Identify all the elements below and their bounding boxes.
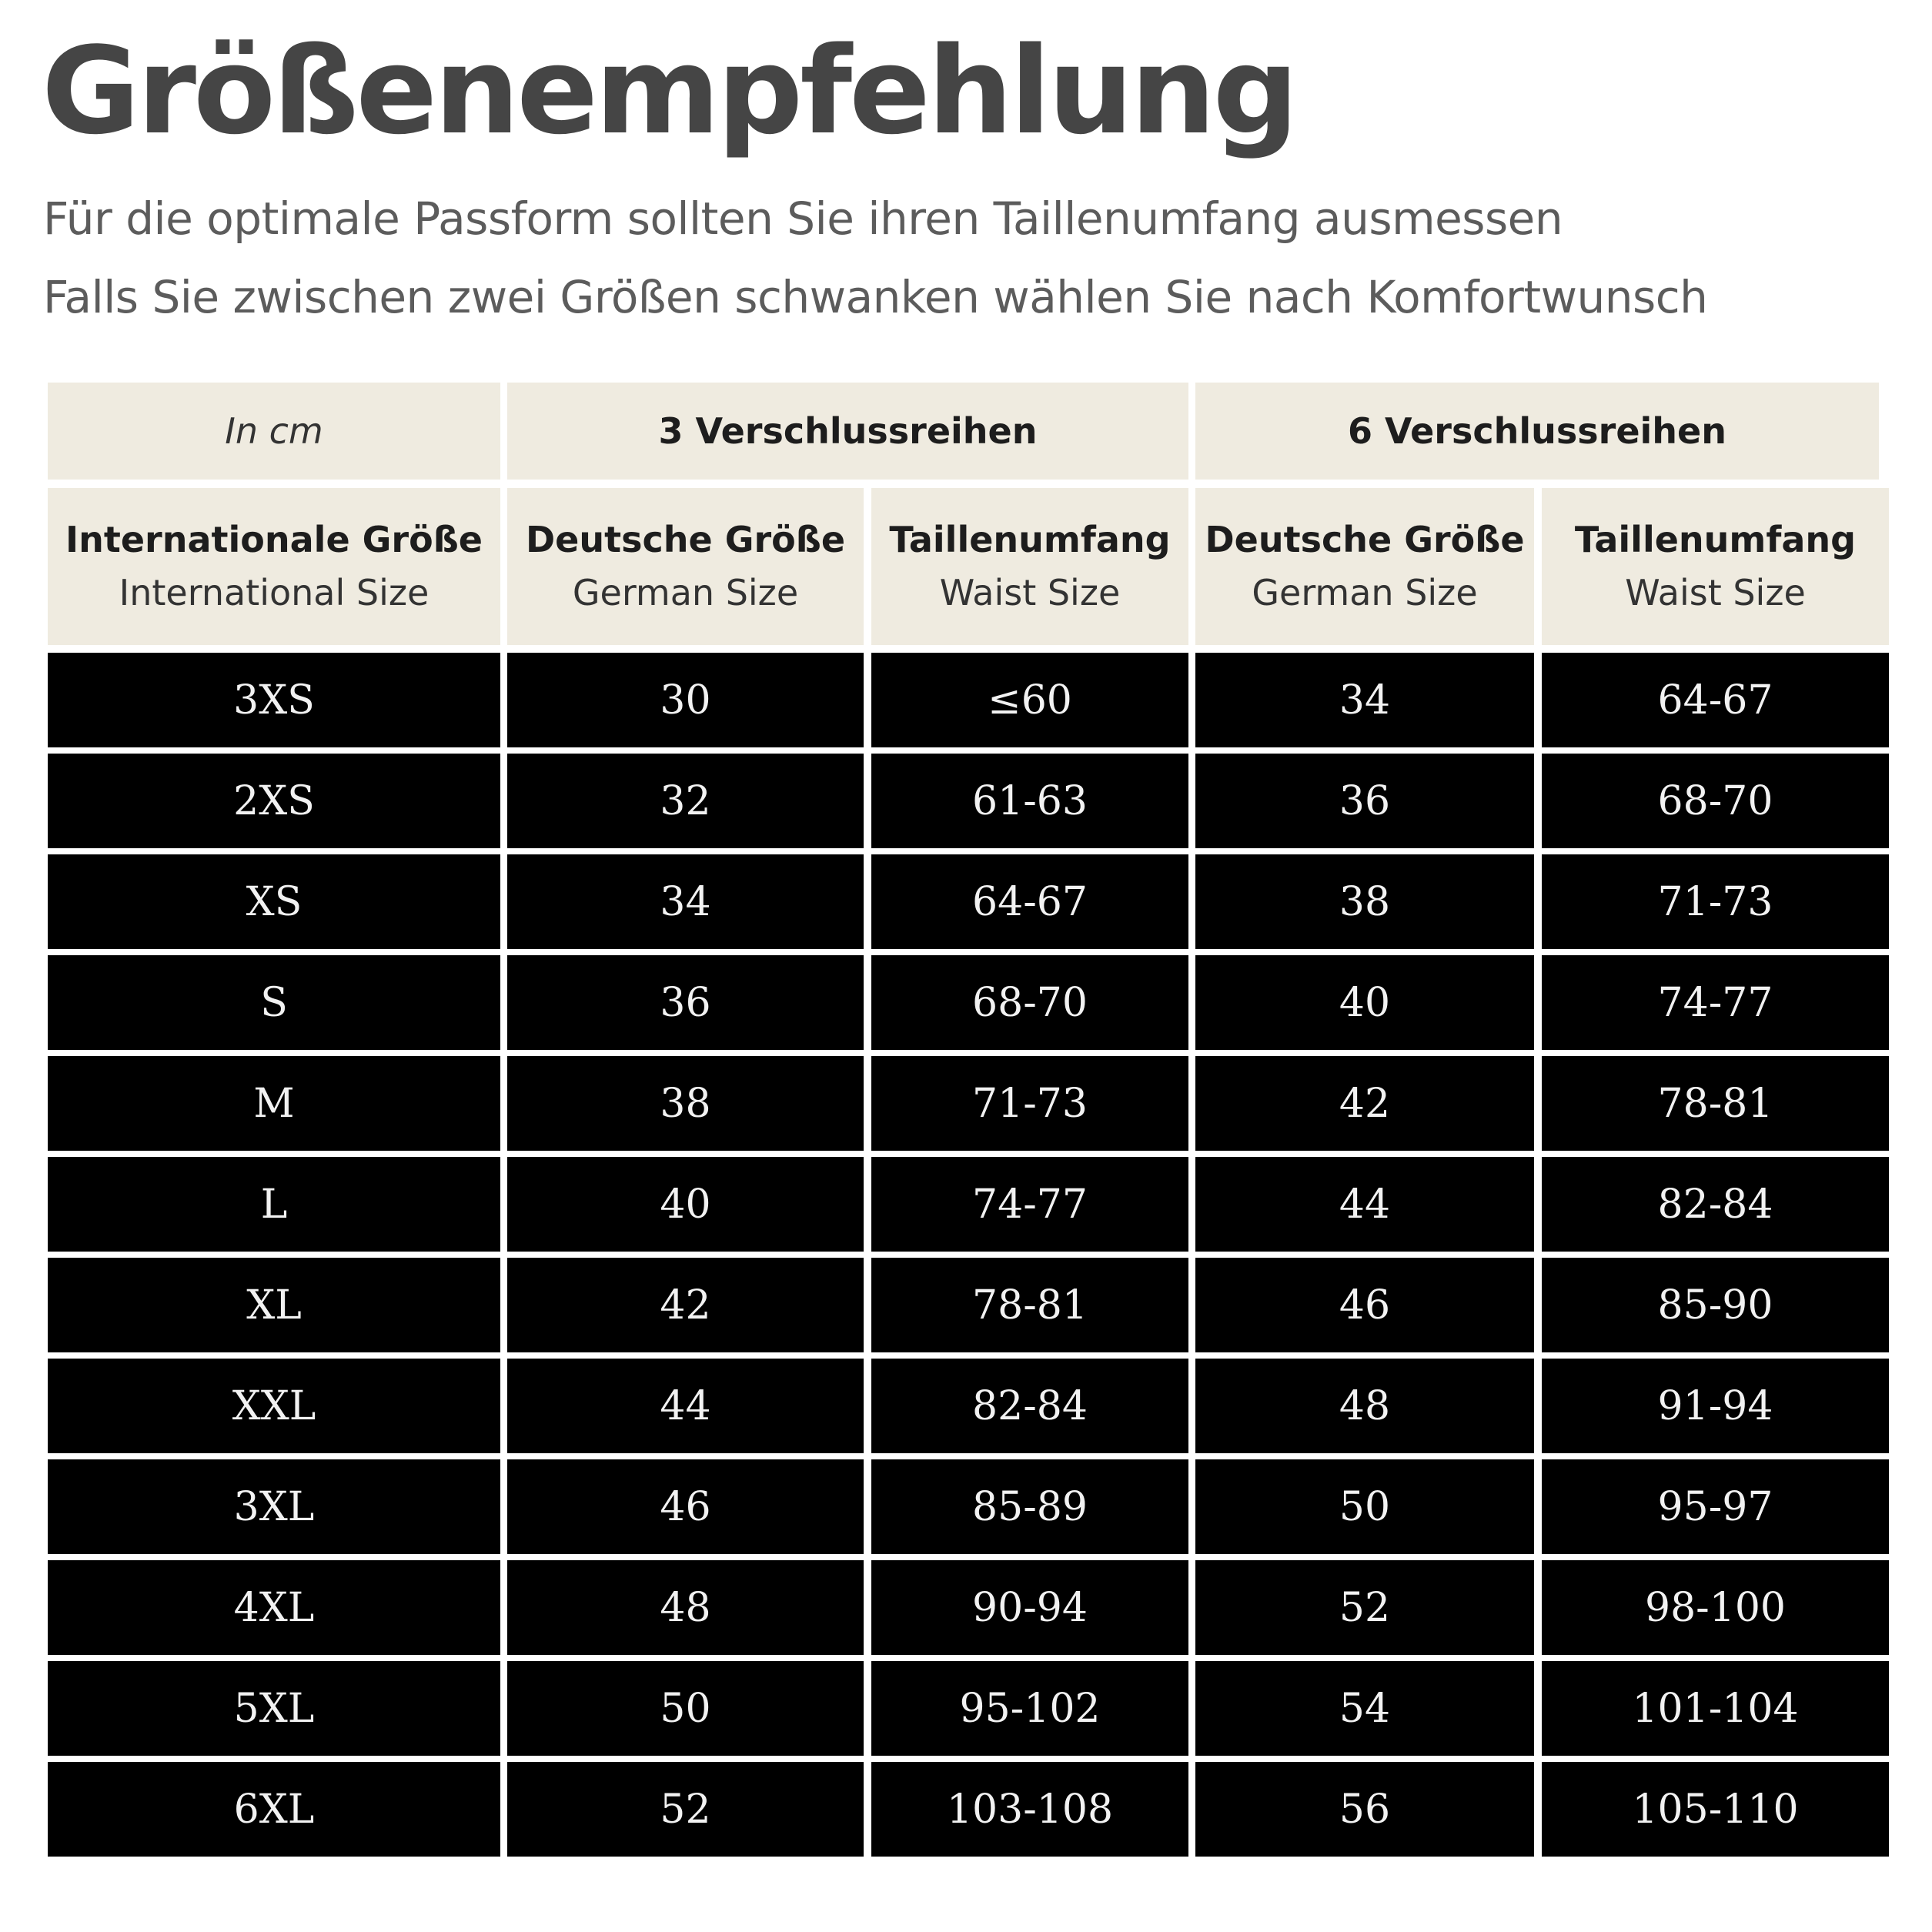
column-header-label: Deutsche Größe xyxy=(525,519,846,560)
cell-waist-size-6: 101-104 xyxy=(1542,1661,1889,1756)
column-header-waist-size-6 xyxy=(1542,488,1889,645)
column-header-german-size-3 xyxy=(507,488,864,645)
cell-international-size: 3XL xyxy=(48,1459,500,1554)
cell-international-size: 5XL xyxy=(48,1661,500,1756)
cell-german-size-3: 32 xyxy=(507,754,864,848)
cell-waist-size-3: 90-94 xyxy=(871,1560,1188,1655)
cell-german-size-3: 40 xyxy=(507,1157,864,1252)
column-header-german-size-6 xyxy=(1195,488,1534,645)
unit-label: In cm xyxy=(48,383,500,480)
cell-waist-size-6: 74-77 xyxy=(1542,955,1889,1050)
column-header-sublabel: German Size xyxy=(1252,572,1478,613)
column-header-label: Deutsche Größe xyxy=(1205,519,1525,560)
cell-international-size: XXL xyxy=(48,1359,500,1453)
cell-waist-size-6: 98-100 xyxy=(1542,1560,1889,1655)
cell-german-size-6: 56 xyxy=(1195,1762,1534,1857)
cell-german-size-6: 52 xyxy=(1195,1560,1534,1655)
cell-german-size-3: 50 xyxy=(507,1661,864,1756)
column-header-international-size xyxy=(48,488,500,645)
cell-german-size-3: 30 xyxy=(507,653,864,747)
cell-waist-size-6: 91-94 xyxy=(1542,1359,1889,1453)
subtitle-size-hint: Falls Sie zwischen zwei Größen schwanken wählen Sie nach Komfortwunsch xyxy=(43,271,1708,323)
cell-german-size-3: 34 xyxy=(507,854,864,949)
cell-german-size-3: 42 xyxy=(507,1258,864,1352)
cell-waist-size-3: 85-89 xyxy=(871,1459,1188,1554)
column-header-sublabel: Waist Size xyxy=(939,572,1121,613)
cell-german-size-6: 34 xyxy=(1195,653,1534,747)
cell-international-size: 4XL xyxy=(48,1560,500,1655)
cell-waist-size-3: 78-81 xyxy=(871,1258,1188,1352)
cell-waist-size-6: 68-70 xyxy=(1542,754,1889,848)
cell-waist-size-6: 85-90 xyxy=(1542,1258,1889,1352)
cell-waist-size-6: 71-73 xyxy=(1542,854,1889,949)
cell-waist-size-6: 78-81 xyxy=(1542,1056,1889,1151)
cell-german-size-6: 36 xyxy=(1195,754,1534,848)
group-header-6-rows: 6 Verschlussreihen xyxy=(1195,383,1879,480)
cell-german-size-6: 48 xyxy=(1195,1359,1534,1453)
group-header-3-rows: 3 Verschlussreihen xyxy=(507,383,1188,480)
cell-german-size-3: 52 xyxy=(507,1762,864,1857)
cell-german-size-6: 44 xyxy=(1195,1157,1534,1252)
cell-international-size: XL xyxy=(48,1258,500,1352)
cell-waist-size-6: 95-97 xyxy=(1542,1459,1889,1554)
cell-german-size-6: 38 xyxy=(1195,854,1534,949)
cell-german-size-6: 50 xyxy=(1195,1459,1534,1554)
cell-waist-size-3: 82-84 xyxy=(871,1359,1188,1453)
subtitle-measure-hint: Für die optimale Passform sollten Sie ihren Taillenumfang ausmessen xyxy=(43,192,1563,245)
cell-waist-size-3: 61-63 xyxy=(871,754,1188,848)
column-header-sublabel: International Size xyxy=(119,572,430,613)
column-header-waist-size-3 xyxy=(871,488,1188,645)
cell-waist-size-3: 71-73 xyxy=(871,1056,1188,1151)
cell-waist-size-6: 105-110 xyxy=(1542,1762,1889,1857)
cell-international-size: 3XS xyxy=(48,653,500,747)
cell-german-size-3: 44 xyxy=(507,1359,864,1453)
cell-waist-size-3: 74-77 xyxy=(871,1157,1188,1252)
cell-german-size-6: 54 xyxy=(1195,1661,1534,1756)
cell-waist-size-3: 68-70 xyxy=(871,955,1188,1050)
cell-waist-size-6: 82-84 xyxy=(1542,1157,1889,1252)
cell-international-size: 2XS xyxy=(48,754,500,848)
column-header-label: Taillenumfang xyxy=(889,519,1171,560)
cell-international-size: L xyxy=(48,1157,500,1252)
cell-german-size-3: 36 xyxy=(507,955,864,1050)
cell-german-size-6: 42 xyxy=(1195,1056,1534,1151)
cell-german-size-3: 38 xyxy=(507,1056,864,1151)
page-title: Größenempfehlung xyxy=(42,21,1296,161)
cell-waist-size-3: 64-67 xyxy=(871,854,1188,949)
cell-german-size-6: 40 xyxy=(1195,955,1534,1050)
cell-international-size: 6XL xyxy=(48,1762,500,1857)
column-header-sublabel: Waist Size xyxy=(1625,572,1806,613)
cell-german-size-3: 46 xyxy=(507,1459,864,1554)
column-header-label: Taillenumfang xyxy=(1574,519,1857,560)
cell-international-size: S xyxy=(48,955,500,1050)
cell-german-size-3: 48 xyxy=(507,1560,864,1655)
cell-german-size-6: 46 xyxy=(1195,1258,1534,1352)
cell-waist-size-3: 103-108 xyxy=(871,1762,1188,1857)
cell-waist-size-3: 95-102 xyxy=(871,1661,1188,1756)
column-header-label: Internationale Größe xyxy=(65,519,483,560)
cell-waist-size-3: ≤60 xyxy=(871,653,1188,747)
column-header-sublabel: German Size xyxy=(572,572,799,613)
cell-international-size: M xyxy=(48,1056,500,1151)
cell-international-size: XS xyxy=(48,854,500,949)
cell-waist-size-6: 64-67 xyxy=(1542,653,1889,747)
